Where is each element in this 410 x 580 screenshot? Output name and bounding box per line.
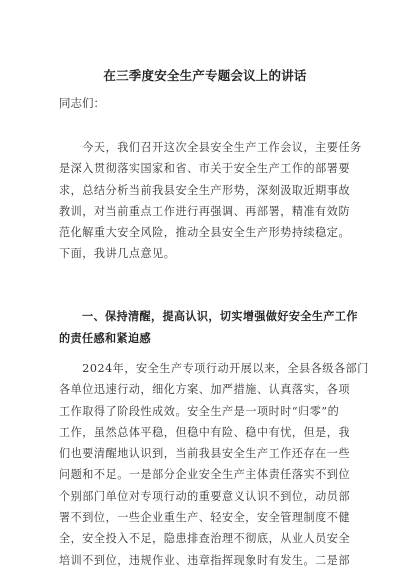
- salutation: 同志们：: [59, 96, 105, 110]
- text-line: 工作取得了阶段性成效。安全生产是一项时时“归零”的: [59, 404, 340, 418]
- text-line: 署不到位，一些企业重生产、轻安全，安全管理制度不健: [59, 511, 351, 525]
- document-title: 在三季度安全生产专题会议上的讲话: [103, 68, 307, 83]
- text-line: 各单位迅速行动，细化方案、加严措施、认真落实，各项: [59, 383, 351, 397]
- text-line: 工作，虽然总体平稳，但稳中有险、稳中有忧，但是，我: [59, 425, 351, 439]
- text-line: 下面，我讲几点意见。: [59, 247, 176, 261]
- text-line: 全，安全投入不足，隐患排查治理不彻底，从业人员安全: [59, 532, 351, 546]
- paragraph-section-1: [59, 358, 369, 571]
- text-line: 培训不到位，违规作业、违章指挥现象时有发生。二是部: [59, 553, 351, 567]
- text-line: 问题和不足。一是部分企业安全生产主体责任落实不到位: [59, 468, 351, 482]
- heading-line: 一、保持清醒，提高认识，切实增强做好安全生产工作: [59, 310, 358, 323]
- text-line: 是深入贯彻落实国家和省、市关于安全生产工作的部署要: [59, 162, 351, 176]
- text-line: 求，总结分析当前我县安全生产形势，深刻汲取近期事故: [59, 183, 351, 197]
- text-line: 今天，我们召开这次全县安全生产工作会议，主要任务: [59, 141, 362, 154]
- text-line: 个别部门单位对专项行动的重要意义认识不到位，动员部: [59, 489, 351, 503]
- heading-line: 的责任感和紧迫感: [59, 332, 151, 345]
- text-line: 们也要清醒地认识到，当前我县安全生产工作还存在一些: [59, 447, 351, 461]
- text-line: 教训，对当前重点工作进行再强调、再部署，精准有效防: [59, 204, 351, 218]
- text-line: 2024年，安全生产专项行动开展以来，全县各级各部门: [59, 362, 369, 375]
- paragraph-intro: [59, 137, 362, 265]
- text-line: 范化解重大安全风险，推动全县安全生产形势持续稳定。: [59, 226, 351, 240]
- section-heading-1: [59, 306, 359, 350]
